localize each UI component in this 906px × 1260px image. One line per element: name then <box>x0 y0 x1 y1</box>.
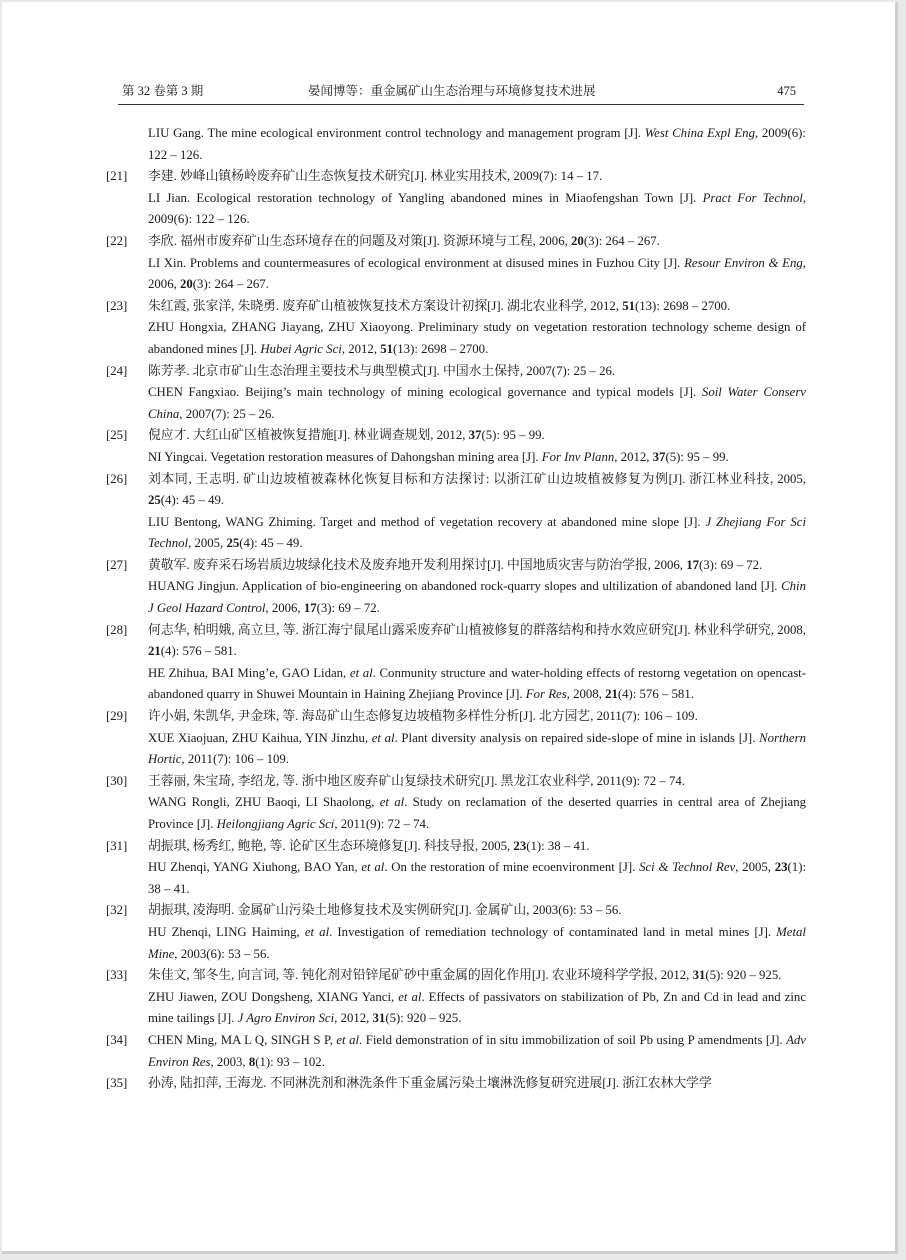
reference-text: 李欣. 福州市废弃矿山生态环境存在的问题及对策[J]. 资源环境与工程, 2006, <box>148 233 572 248</box>
reference-text: 倪应才. 大红山矿区植被恢复措施[J]. 林业调查规划, 2012, <box>148 428 469 443</box>
reference-text: , 2006, <box>265 601 304 616</box>
reference-number: [32] <box>106 903 128 918</box>
reference-text-chinese <box>148 361 806 383</box>
reference-text: (4): 45 – 49. <box>160 493 225 508</box>
reference-text: (13): 2698 – 2700. <box>635 298 731 313</box>
reference-text: WANG Rongli, ZHU Baoqi, LI Shaolong, <box>148 795 380 810</box>
reference-text-english <box>148 857 806 900</box>
reference-item <box>106 1030 806 1073</box>
reference-text: 朱红霞, 张家洋, 朱晓勇. 废弃矿山植被恢复技术方案设计初探[J]. 湖北农业科学, 2012, <box>148 298 623 313</box>
journal-name: Pract For Technol <box>702 190 803 205</box>
reference-text: (4): 576 – 581. <box>160 644 237 659</box>
reference-text: HUANG Jingjun. Application of bio-engineering on abandoned rock-quarry slopes and ultilization of abandoned land [J]. <box>148 579 782 594</box>
reference-text-english <box>148 253 806 296</box>
journal-name: et al <box>336 1032 360 1047</box>
reference-text: 何志华, 柏明娥, 高立旦, 等. 浙江海宁鼠尾山露采废弃矿山植被修复的群落结构和持水效应研究[J]. 林业科学研究, 2008, <box>148 622 806 637</box>
reference-item <box>106 166 806 231</box>
volume-number: 37 <box>652 449 666 464</box>
journal-volume-issue: 第 32 卷第 3 期 <box>122 84 204 98</box>
reference-text: (1): 38 – 41. <box>148 860 807 896</box>
volume-number: 23 <box>513 838 527 853</box>
journal-name: et al <box>371 730 395 745</box>
reference-item <box>106 620 806 706</box>
reference-text: , 2012, <box>334 1011 373 1026</box>
volume-number: 17 <box>303 601 317 616</box>
reference-item <box>106 361 806 426</box>
journal-name: J Agro Environ Sci <box>237 1011 335 1026</box>
document-page <box>2 2 898 1254</box>
reference-text-english <box>148 512 806 555</box>
reference-text: , 2011(9): 72 – 74. <box>334 817 430 831</box>
reference-text: HE Zhihua, BAI Ming’e, GAO Lidan, <box>148 665 350 680</box>
reference-item <box>106 231 806 296</box>
reference-number: [34] <box>106 1032 128 1047</box>
reference-text: 陈芳孝. 北京市矿山生态治理主要技术与典型模式[J]. 中国水土保持, 2007(7): 25 – 26. <box>148 363 616 378</box>
reference-text-chinese <box>148 296 806 318</box>
reference-text: NI Yingcai. Vegetation restoration measures of Dahongshan mining area [J]. <box>148 449 542 464</box>
reference-number: [28] <box>106 622 128 637</box>
journal-name: et al <box>304 924 330 939</box>
reference-text: 许小娟, 朱凯华, 尹金珠, 等. 海岛矿山生态修复边坡植物多样性分析[J]. 北方园艺, 2011(7): 106 – 109. <box>148 709 698 724</box>
reference-text: (3): 69 – 72. <box>316 601 380 616</box>
reference-text: LIU Bentong, WANG Zhiming. Target and method of vegetation recovery at abandoned mine slope [J]. <box>148 514 706 529</box>
volume-number: 21 <box>148 644 161 659</box>
reference-text: 胡振琪, 凌海明. 金属矿山污染土地修复技术及实例研究[J]. 金属矿山, 2003(6): 53 – 56. <box>148 903 622 918</box>
reference-text: , 2012, <box>341 341 381 356</box>
reference-text-chinese <box>148 231 806 253</box>
volume-number: 20 <box>180 277 193 292</box>
reference-text: , 2003, <box>210 1054 249 1069</box>
volume-number: 31 <box>372 1011 386 1026</box>
journal-name: J Zhejiang For Sci Technol <box>148 514 806 551</box>
running-title: 晏闻博等：重金属矿山生态治理与环境修复技术进展 <box>308 84 596 98</box>
reference-item <box>106 771 806 836</box>
reference-number: [30] <box>106 773 128 788</box>
reference-text: (13): 2698 – 2700. <box>393 341 489 356</box>
reference-text: . On the restoration of mine ecoenvironment [J]. <box>384 860 640 875</box>
reference-item <box>106 1073 806 1095</box>
reference-item <box>106 965 806 1030</box>
reference-text-chinese <box>148 469 806 512</box>
reference-text: , 2006, <box>148 255 806 292</box>
reference-text-chinese <box>148 706 806 728</box>
reference-text-chinese <box>148 965 806 987</box>
reference-text: (4): 45 – 49. <box>239 536 303 551</box>
reference-text: (3): 264 – 267. <box>583 233 660 248</box>
reference-text: (5): 95 – 99. <box>665 449 729 464</box>
reference-text: . Plant diversity analysis on repaired side-slope of mine in islands [J]. <box>394 730 760 745</box>
volume-number: 51 <box>380 341 394 356</box>
journal-name: et al <box>349 665 373 680</box>
reference-text: (5): 920 – 925. <box>385 1011 462 1026</box>
reference-text: , 2007(7): 25 – 26. <box>179 406 275 421</box>
reference-text-english <box>148 728 806 771</box>
reference-text: . Effects of passivators on stabilization of Pb, Zn and Cd in lead and zinc mine tailings [J]. <box>148 989 806 1026</box>
reference-text: (3): 264 – 267. <box>192 277 269 292</box>
volume-number: 21 <box>605 687 618 702</box>
reference-text: HU Zhenqi, YANG Xiuhong, BAO Yan, <box>148 860 362 875</box>
volume-number: 8 <box>248 1054 256 1069</box>
reference-text: (3): 69 – 72. <box>698 557 763 572</box>
reference-text: , 2011(7): 106 – 109. <box>181 752 290 767</box>
reference-text: . Conmunity structure and water-holding effects of restorng vegetation on opencast-abandoned quarry in Shuwei Mountain in Haining Zhejiang Province [J]. <box>148 665 807 702</box>
journal-name: et al <box>361 860 385 875</box>
reference-number: [22] <box>106 233 128 248</box>
reference-number: [26] <box>106 471 128 486</box>
reference-text: 胡振琪, 杨秀红, 鲍艳, 等. 论矿区生态环境修复[J]. 科技导报, 2005, <box>148 838 514 853</box>
reference-text: CHEN Fangxiao. Beijing’s main technology of mining ecological governance and typical models [J]. <box>148 385 702 400</box>
reference-number: [27] <box>106 557 128 572</box>
reference-number: [23] <box>106 298 128 313</box>
volume-number: 31 <box>692 968 706 983</box>
volume-number: 25 <box>148 493 161 508</box>
reference-text-chinese <box>148 166 806 188</box>
reference-text: , 2005, <box>188 536 227 551</box>
journal-name: Northern Hortic <box>148 730 806 767</box>
reference-text: , 2008, <box>566 687 606 702</box>
reference-number: [21] <box>106 169 128 184</box>
journal-name: For Res <box>525 687 567 702</box>
reference-text-chinese <box>148 771 806 793</box>
reference-text: (4): 576 – 581. <box>617 687 694 702</box>
reference-text: (5): 95 – 99. <box>481 428 545 443</box>
reference-text: 李建. 妙峰山镇杨岭废弃矿山生态恢复技术研究[J]. 林业实用技术, 2009(7): 14 – 17. <box>148 169 603 184</box>
reference-number: [24] <box>106 363 128 378</box>
reference-text-english <box>148 987 806 1030</box>
journal-name: West China Expl Eng <box>644 126 755 140</box>
reference-item <box>106 836 806 901</box>
volume-number: 51 <box>622 298 635 313</box>
journal-name: Chin J Geol Hazard Control <box>148 579 806 616</box>
reference-text-english <box>148 1030 806 1073</box>
page-number: 475 <box>777 84 796 98</box>
reference-text-english <box>148 922 806 965</box>
reference-item <box>106 706 806 771</box>
reference-text-english <box>148 447 806 469</box>
reference-text: , 2009(6): 122 – 126. <box>148 190 806 227</box>
journal-name: Metal Mine <box>148 924 806 961</box>
reference-item <box>106 900 806 965</box>
reference-text: 黄敬军. 废弃采石场岩质边坡绿化技术及废弃地开发利用探讨[J]. 中国地质灾害与防治学报, 2006, <box>148 557 687 572</box>
journal-name: For Inv Plann <box>541 449 615 464</box>
reference-text-chinese <box>148 900 806 922</box>
reference-text: XUE Xiaojuan, ZHU Kaihua, YIN Jinzhu, <box>148 730 372 745</box>
journal-name: Resour Environ & Eng <box>684 255 803 270</box>
reference-item <box>106 123 806 166</box>
reference-text: CHEN Ming, MA L Q, SINGH S P, <box>148 1032 337 1047</box>
reference-text: LIU Gang. The mine ecological environment control technology and management program [J]. <box>148 126 645 140</box>
running-header <box>118 82 804 105</box>
reference-text-english <box>148 188 806 231</box>
journal-name: et al <box>379 795 405 810</box>
reference-text: , 2005, <box>735 860 775 875</box>
reference-item <box>106 296 806 361</box>
reference-text: . Investigation of remediation technology of contaminated land in metal mines [J]. <box>329 924 777 939</box>
reference-text: . Field demonstration of in situ immobilization of soil Pb using P amendments [J]. <box>359 1032 787 1047</box>
reference-text: (1): 93 – 102. <box>255 1054 325 1069</box>
reference-text-english <box>148 576 806 619</box>
journal-name: Adv Environ Res <box>148 1032 806 1069</box>
reference-text: 刘本同, 王志明. 矿山边坡植被森林化恢复目标和方法探讨: 以浙江矿山边坡植被修复为例[J]. 浙江林业科技, 2005, <box>148 471 806 486</box>
reference-text: (1): 38 – 41. <box>526 838 590 853</box>
reference-text: 孙涛, 陆扣萍, 王海龙. 不同淋洗剂和淋洗条件下重金属污染土壤淋洗修复研究进展[J]. 浙江农林大学学 <box>148 1076 712 1091</box>
volume-number: 23 <box>774 860 788 875</box>
reference-number: [31] <box>106 838 128 853</box>
journal-name: Soil Water Conserv China <box>148 385 806 421</box>
reference-text-chinese <box>148 620 806 663</box>
reference-item <box>106 425 806 468</box>
reference-text-chinese <box>148 555 806 577</box>
volume-number: 17 <box>686 557 699 572</box>
reference-text: . Study on reclamation of the deserted quarries in central area of Zhejiang Province [J]. <box>148 795 806 831</box>
reference-text: LI Xin. Problems and countermeasures of ecological environment at disused mines in Fuzhou City [J]. <box>148 255 685 270</box>
volume-number: 25 <box>226 536 240 551</box>
reference-list <box>106 123 806 1095</box>
reference-text: , 2012, <box>614 449 653 464</box>
reference-text-english <box>148 663 806 706</box>
reference-text-chinese <box>148 425 806 447</box>
volume-number: 20 <box>571 233 584 248</box>
reference-text: , 2009(6): 122 – 126. <box>148 126 806 162</box>
volume-number: 37 <box>468 428 482 443</box>
reference-text-chinese <box>148 1073 806 1095</box>
journal-name: Sci & Technol Rev <box>639 860 736 875</box>
journal-name: et al <box>398 989 422 1004</box>
reference-text-english <box>148 792 806 835</box>
reference-text: 朱佳文, 邹冬生, 向言词, 等. 钝化剂对铅锌尾矿砂中重金属的固化作用[J]. 农业环境科学学报, 2012, <box>148 968 693 983</box>
reference-text-english <box>148 317 806 360</box>
reference-text-english <box>148 123 806 166</box>
reference-text: ZHU Hongxia, ZHANG Jiayang, ZHU Xiaoyong. Preliminary study on vegetation restoration technology scheme design of abandoned mines [J]. <box>148 320 806 356</box>
reference-number: [25] <box>106 428 128 443</box>
reference-text: HU Zhenqi, LING Haiming, <box>148 924 305 939</box>
journal-name: Hubei Agric Sci <box>260 341 342 356</box>
reference-text: , 2003(6): 53 – 56. <box>174 946 270 961</box>
reference-number: [29] <box>106 709 128 724</box>
reference-text: LI Jian. Ecological restoration technology of Yangling abandoned mines in Miaofengshan Town [J]. <box>148 190 703 205</box>
reference-number: [35] <box>106 1076 128 1091</box>
journal-name: Heilongjiang Agric Sci <box>216 817 335 831</box>
reference-text-english <box>148 382 806 425</box>
reference-text-chinese <box>148 836 806 858</box>
reference-text: ZHU Jiawen, ZOU Dongsheng, XIANG Yanci, <box>148 989 399 1004</box>
reference-item <box>106 555 806 620</box>
reference-text: (5): 920 – 925. <box>705 968 782 983</box>
reference-text: 王蓉丽, 朱宝琦, 李绍龙, 等. 浙中地区废弃矿山复绿技术研究[J]. 黑龙江农业科学, 2011(9): 72 – 74. <box>148 773 685 788</box>
reference-number: [33] <box>106 968 128 983</box>
reference-item <box>106 469 806 555</box>
